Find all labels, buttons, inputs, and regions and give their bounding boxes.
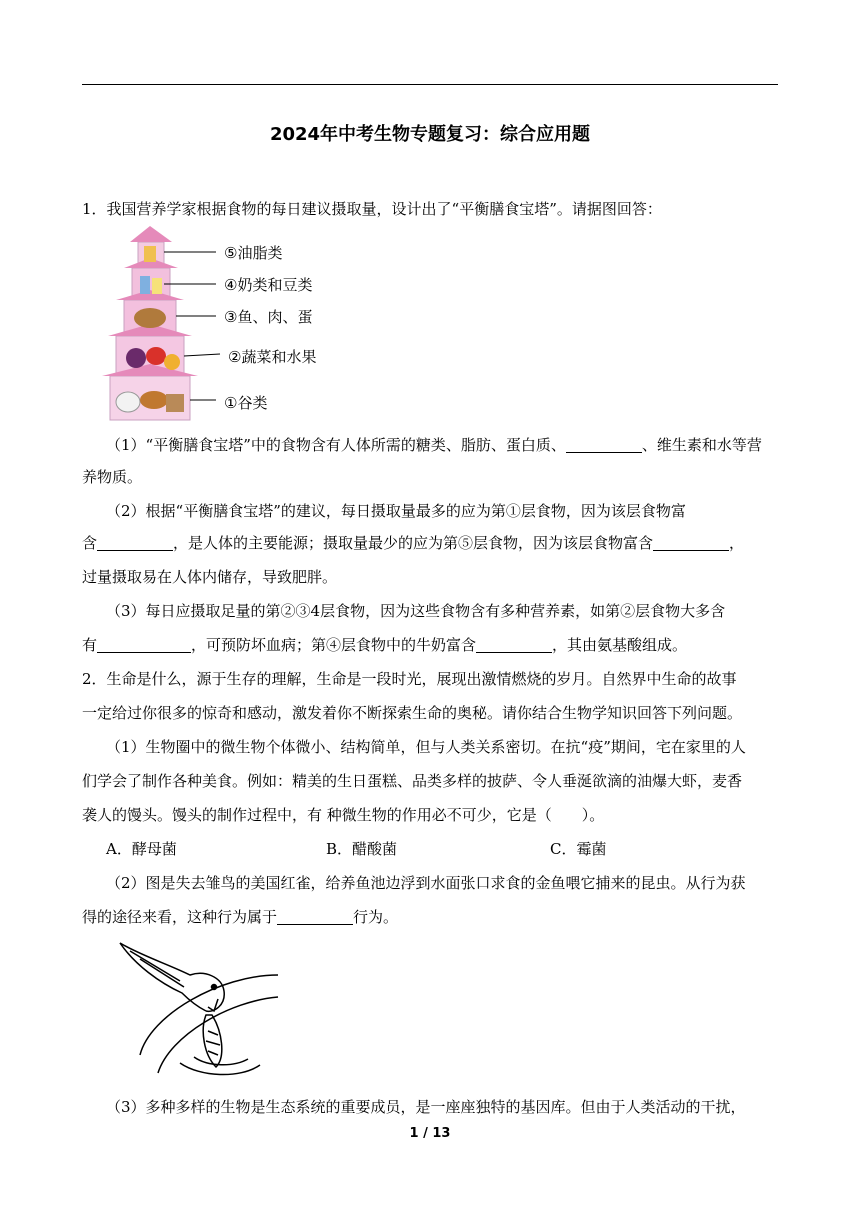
q1-part2-line1: （2）根据“平衡膳食宝塔”的建议，每日摄取量最多的应为第①层食物，因为该层食物富	[106, 502, 686, 520]
answer-blank[interactable]	[566, 437, 642, 453]
answer-blank[interactable]	[97, 535, 173, 551]
option-c[interactable]: C．霉菌	[550, 840, 607, 858]
answer-blank[interactable]	[476, 637, 552, 653]
goldfish-icon	[203, 1015, 222, 1067]
q2-part1-line3: 袭人的馒头。馒头的制作过程中，有 种微生物的作用必不可少，它是（ ）。	[82, 806, 605, 824]
pyramid-label-1: ①谷类	[224, 394, 268, 412]
answer-blank[interactable]	[97, 637, 191, 653]
answer-blank[interactable]	[277, 909, 353, 925]
q2-part1-line2: 们学会了制作各种美食。例如：精美的生日蛋糕、品类多样的披萨、令人垂涎欲滴的油爆大虾，麦香	[82, 772, 743, 790]
q2-stem-line2: 一定给过你很多的惊奇和感动，激发着你不断探索生命的奥秘。请你结合生物学知识回答下列问题。	[82, 704, 743, 722]
q2-part1-line1: （1）生物圈中的微生物个体微小、结构简单，但与人类关系密切。在抗“疫”期间，宅在家里的人	[106, 738, 746, 756]
pagoda-icon	[102, 226, 198, 420]
bird-feeding-fish-figure	[110, 935, 280, 1085]
document-title: 2024年中考生物专题复习：综合应用题	[269, 124, 591, 145]
header-rule	[82, 84, 778, 85]
answer-blank[interactable]	[653, 535, 729, 551]
q1-part2-line2: 含 ，是人体的主要能源；摄取量最少的应为第⑤层食物，因为该层食物富含 ，	[82, 534, 745, 552]
q2-part2-line1: （2）图是失去雏鸟的美国红雀，给养鱼池边浮到水面张口求食的金鱼喂它捕来的昆虫。从行为获	[106, 874, 746, 892]
pyramid-label-2: ②蔬菜和水果	[228, 348, 317, 366]
q1-part1-line1: （1）“平衡膳食宝塔”中的食物含有人体所需的糖类、脂肪、蛋白质、 、维生素和水等营	[106, 436, 762, 454]
q2-part3-line1: （3）多种多样的生物是生态系统的重要成员，是一座座独特的基因库。但由于人类活动的干扰，	[106, 1098, 746, 1116]
q1-stem: 1．我国营养学家根据食物的每日建议摄取量，设计出了“平衡膳食宝塔”。请据图回答：	[82, 200, 662, 218]
q2-part2-line2: 得的途径来看，这种行为属于 行为。	[82, 908, 399, 926]
q1-part1-line2: 养物质。	[82, 468, 143, 486]
pyramid-label-4: ④奶类和豆类	[224, 276, 313, 294]
page-number: 1 / 13	[409, 1126, 451, 1141]
option-b[interactable]: B．醋酸菌	[326, 840, 398, 858]
q1-part3-line2: 有 ，可预防坏血病；第④层食物中的牛奶富含 ，其由氨基酸组成。	[82, 636, 688, 654]
q1-part3-line1: （3）每日应摄取足量的第②③4层食物，因为这些食物含有多种营养素，如第②层食物大多含	[106, 602, 726, 620]
cardinal-bird-icon	[120, 943, 224, 1011]
pyramid-label-5: ⑤油脂类	[224, 244, 283, 262]
option-a[interactable]: A．酵母菌	[106, 840, 177, 858]
pyramid-label-3: ③鱼、肉、蛋	[224, 308, 313, 326]
q1-part2-line3: 过量摄取易在人体内储存，导致肥胖。	[82, 568, 338, 586]
q2-stem-line1: 2．生命是什么，源于生存的理解，生命是一段时光，展现出激情燃烧的岁月。自然界中生命的故事	[82, 670, 737, 688]
